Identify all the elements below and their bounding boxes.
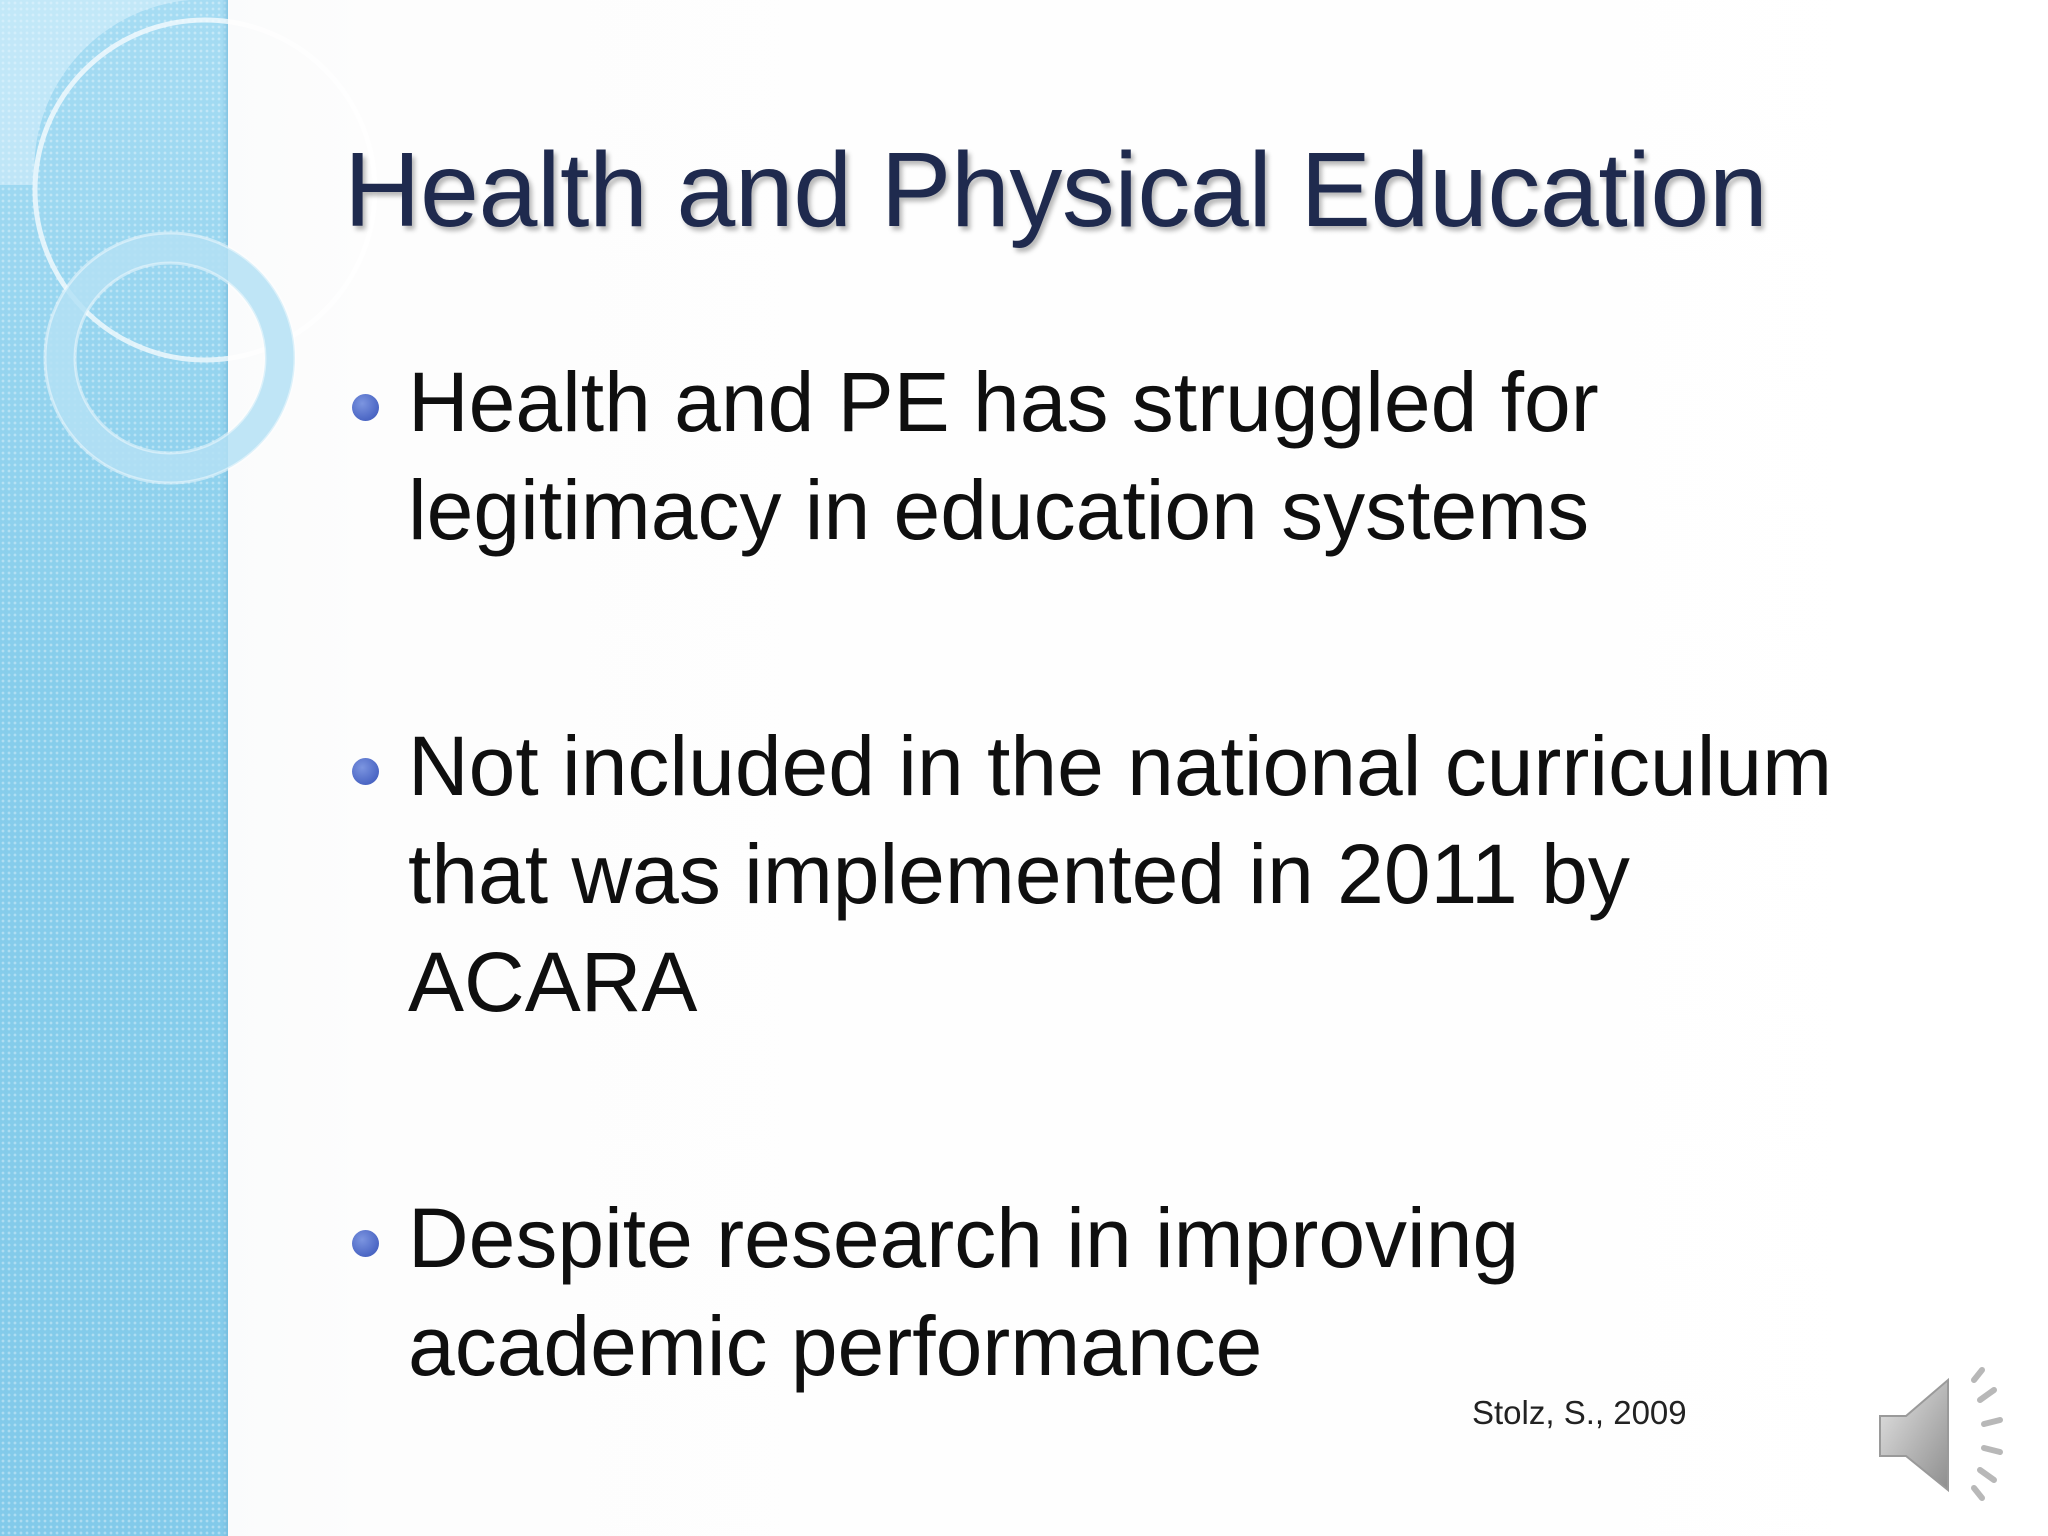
bullet-item <box>344 348 1984 564</box>
side-decoration-band <box>0 0 228 1536</box>
citation: Stolz, S., 2009 <box>1472 1394 1687 1431</box>
bullet-line: Health and PE has struggled for <box>408 355 1599 449</box>
bullet-list <box>344 348 1984 1400</box>
bullet-line: Not included in the national curriculum <box>408 719 1833 813</box>
bullet-line: academic performance <box>408 1299 1263 1393</box>
bullet-line: that was implemented in 2011 by <box>408 827 1630 921</box>
bullet-item <box>344 1184 1984 1400</box>
speaker-icon[interactable] <box>1876 1366 2026 1502</box>
bullet-line: ACARA <box>408 935 698 1029</box>
bullet-dot-icon <box>352 394 379 421</box>
bullet-dot-icon <box>352 1230 379 1257</box>
bullet-line: Despite research in improving <box>408 1191 1520 1285</box>
slide-title: Health and Physical Education <box>344 131 1768 249</box>
bullet-line: legitimacy in education systems <box>408 463 1590 557</box>
bullet-dot-icon <box>352 758 379 785</box>
bullet-item <box>344 712 1984 1036</box>
